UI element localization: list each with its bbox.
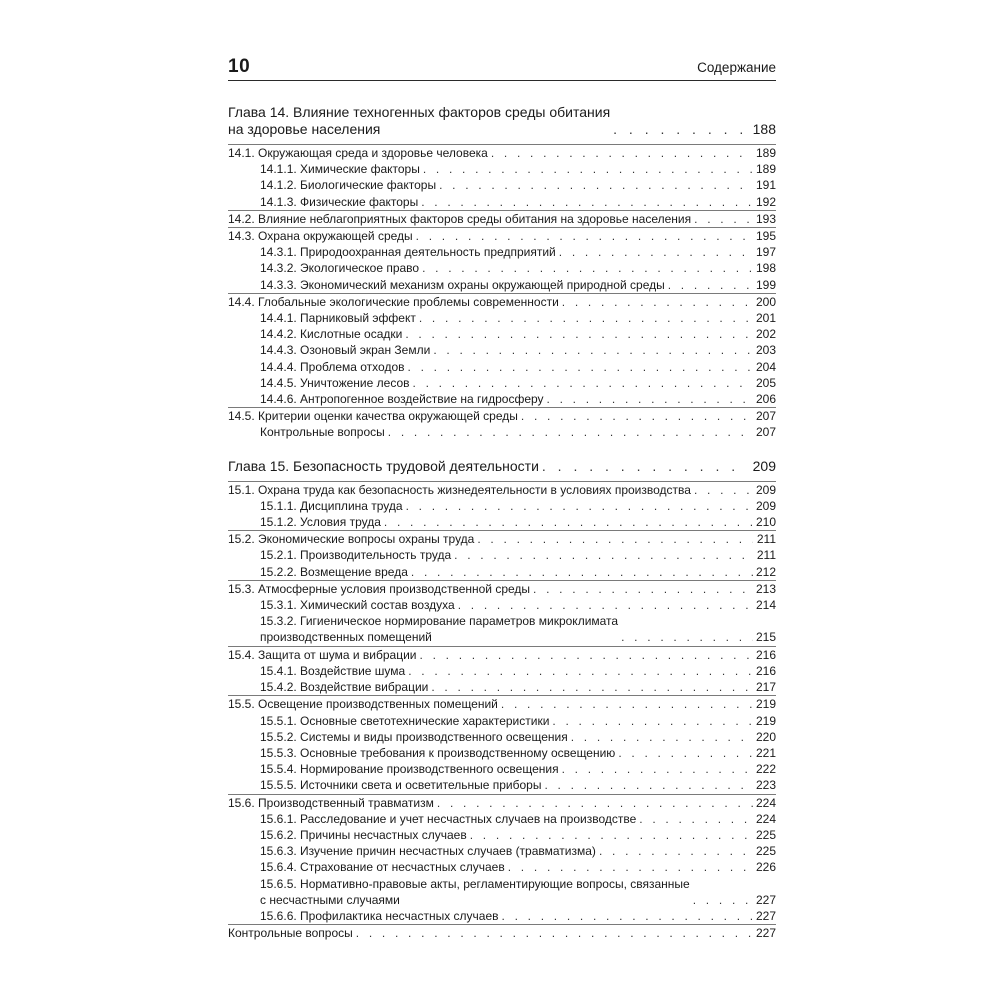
toc-subsection-15-6-2[interactable] xyxy=(228,827,776,843)
leader-dots xyxy=(433,342,753,358)
toc-entry-title: 15.5.3. Основные требования к производственному освещению xyxy=(260,745,616,760)
toc-entry-title: 14.4.5. Уничтожение лесов xyxy=(260,375,410,390)
toc-page-number: 217 xyxy=(755,680,776,695)
leader-dots xyxy=(544,777,752,793)
toc-page-number: 224 xyxy=(755,795,776,810)
toc-section-14-5[interactable] xyxy=(228,407,776,424)
leader-dots xyxy=(542,458,747,475)
toc-page-number: 225 xyxy=(755,827,776,842)
leader-dots xyxy=(419,310,753,326)
toc-section-14-3[interactable] xyxy=(228,227,776,244)
table-of-contents xyxy=(228,104,776,941)
toc-entry-title: 15.3.1. Химический состав воздуха xyxy=(260,598,455,613)
toc-entry-title: 15.5.5. Источники света и осветительные приборы xyxy=(260,778,542,793)
leader-dots xyxy=(571,729,753,745)
toc-subsection-14-4-2[interactable] xyxy=(228,326,776,342)
toc-page-number: 195 xyxy=(755,229,776,244)
toc-subsection-15-3-2[interactable] xyxy=(228,613,776,645)
toc-entry-title: 14.1.2. Биологические факторы xyxy=(260,178,437,193)
toc-page-number: 189 xyxy=(755,146,776,160)
toc-page-number: 201 xyxy=(755,311,776,326)
leader-dots xyxy=(411,564,753,580)
toc-section-15-5[interactable] xyxy=(228,695,776,712)
toc-entry-title: 14.4.4. Проблема отходов xyxy=(260,359,405,374)
leader-dots xyxy=(562,761,753,777)
toc-page-number: 219 xyxy=(755,697,776,712)
toc-page-number: 209 xyxy=(755,498,776,513)
leader-dots xyxy=(613,121,747,138)
toc-entry-title: 15.6.3. Изучение причин несчастных случаев (травматизма) xyxy=(260,844,596,859)
toc-section-15-1[interactable] xyxy=(228,481,776,498)
toc-entry-title: 15.1. Охрана труда как безопасность жизнедеятельности в условиях производства xyxy=(228,482,691,497)
toc-entry-title: 14.1.1. Химические факторы xyxy=(260,162,420,177)
leader-dots xyxy=(416,228,753,244)
page-header xyxy=(228,54,776,80)
toc-page-number: 204 xyxy=(755,359,776,374)
toc-subsection-15-2-1[interactable] xyxy=(228,547,776,563)
toc-page-number: 188 xyxy=(752,121,776,137)
toc-page-number: 210 xyxy=(755,515,776,530)
toc-subsection-14-4-1[interactable] xyxy=(228,310,776,326)
toc-section-15-4[interactable] xyxy=(228,646,776,663)
leader-dots xyxy=(694,211,753,227)
toc-entry-title: 14.4.6. Антропогенное воздействие на гидросферу xyxy=(260,392,544,407)
toc-review-questions-14[interactable] xyxy=(228,424,776,440)
leader-dots xyxy=(521,408,753,424)
toc-page-number: 209 xyxy=(755,482,776,497)
toc-page-number: 200 xyxy=(755,294,776,309)
toc-entry-title: 15.6.1. Расследование и учет несчастных случаев на производстве xyxy=(260,811,637,826)
toc-entry-title: 15.6.4. Страхование от несчастных случаев xyxy=(260,860,505,875)
toc-entry-title: 14.1.3. Физические факторы xyxy=(260,194,419,209)
toc-page-number: 207 xyxy=(755,425,776,440)
toc-entry-title: 14.3.1. Природоохранная деятельность предприятий xyxy=(260,245,556,260)
leader-dots xyxy=(408,359,753,375)
toc-page-number: 205 xyxy=(755,375,776,390)
toc-page-number: 199 xyxy=(755,277,776,292)
toc-page-number: 215 xyxy=(755,630,776,645)
toc-page-number: 222 xyxy=(755,762,776,777)
toc-subsection-15-4-2[interactable] xyxy=(228,679,776,695)
toc-subsection-15-5-2[interactable] xyxy=(228,729,776,745)
leader-dots xyxy=(458,597,753,613)
leader-dots xyxy=(694,482,753,498)
toc-page-number: 189 xyxy=(755,162,776,177)
chapter-title-line: Глава 14. Влияние техногенных факторов среды обитания xyxy=(228,104,611,120)
toc-page-number: 226 xyxy=(755,860,776,875)
leader-dots xyxy=(405,326,753,342)
leader-dots xyxy=(413,375,753,391)
toc-entry-title: 15.5.4. Нормирование производственного освещения xyxy=(260,762,559,777)
toc-entry-title: 15.5.2. Системы и виды производственного освещения xyxy=(260,729,568,744)
toc-subsection-15-6-4[interactable] xyxy=(228,859,776,875)
leader-dots xyxy=(502,908,753,924)
leader-dots xyxy=(470,827,753,843)
toc-page-number: 212 xyxy=(755,564,776,579)
header-rule xyxy=(228,80,776,81)
leader-dots xyxy=(508,859,753,875)
toc-section-14-1[interactable] xyxy=(228,144,776,161)
leader-dots xyxy=(420,647,753,663)
toc-review-questions-15[interactable] xyxy=(228,924,776,941)
leader-dots xyxy=(439,177,753,193)
toc-section-15-2[interactable] xyxy=(228,530,776,547)
toc-page-number: 209 xyxy=(752,457,776,474)
leader-dots xyxy=(693,892,753,908)
leader-dots xyxy=(639,811,753,827)
toc-subsection-14-4-5[interactable] xyxy=(228,375,776,391)
toc-page-number: 225 xyxy=(755,844,776,859)
toc-entry-title: 15.2.1. Производительность труда xyxy=(260,548,452,563)
toc-page-number: 227 xyxy=(755,926,776,941)
toc-subsection-15-5-5[interactable] xyxy=(228,777,776,793)
toc-page-number: 211 xyxy=(756,532,776,547)
leader-dots xyxy=(501,696,753,712)
toc-page-number: 221 xyxy=(755,745,776,760)
toc-entry-title: 15.5.1. Основные светотехнические характеристики xyxy=(260,713,550,728)
toc-entry-title: 15.3. Атмосферные условия производственной среды xyxy=(228,581,531,596)
toc-subsection-14-3-2[interactable] xyxy=(228,260,776,276)
toc-entry-title: 15.6.6. Профилактика несчастных случаев xyxy=(260,908,499,923)
toc-page-number: 227 xyxy=(755,908,776,923)
leader-dots xyxy=(388,424,753,440)
toc-subsection-15-5-3[interactable] xyxy=(228,745,776,761)
toc-entry-title: 14.4.3. Озоновый экран Земли xyxy=(260,343,431,358)
toc-page-number: 203 xyxy=(755,343,776,358)
toc-entry-title: 14.4.2. Кислотные осадки xyxy=(260,327,403,342)
toc-entry-title: 15.6.5. Нормативно-правовые акты, регламентирующие вопросы, связанные xyxy=(260,876,690,891)
toc-entry-title: Контрольные вопросы xyxy=(228,926,353,941)
toc-page-number: 202 xyxy=(755,327,776,342)
leader-dots xyxy=(384,514,753,530)
leader-dots xyxy=(533,581,753,597)
page-number: 10 xyxy=(228,56,251,77)
toc-entry-title: 15.2.2. Возмещение вреда xyxy=(260,564,408,579)
toc-section-15-6[interactable] xyxy=(228,794,776,811)
toc-subsection-15-5-1[interactable] xyxy=(228,713,776,729)
toc-entry-title: 14.3.3. Экономический механизм охраны окружающей природной среды xyxy=(260,277,665,292)
toc-page-number: 227 xyxy=(755,892,776,907)
toc-page-number: 197 xyxy=(755,245,776,260)
toc-page-number: 224 xyxy=(755,811,776,826)
toc-entry-title: 15.2. Экономические вопросы охраны труда xyxy=(228,532,475,547)
leader-dots xyxy=(552,713,753,729)
toc-page-number: 211 xyxy=(756,548,776,563)
leader-dots xyxy=(491,145,753,161)
toc-entry-title-cont: с несчастными случаями xyxy=(260,892,400,907)
toc-subsection-15-6-1[interactable] xyxy=(228,811,776,827)
toc-entry-title: 14.3. Охрана окружающей среды xyxy=(228,229,413,244)
leader-dots xyxy=(421,194,753,210)
toc-section-14-2[interactable] xyxy=(228,210,776,227)
toc-subsection-15-5-4[interactable] xyxy=(228,761,776,777)
toc-chapter-15[interactable] xyxy=(228,458,776,478)
toc-subsection-14-3-1[interactable] xyxy=(228,244,776,260)
leader-dots xyxy=(408,663,753,679)
toc-subsection-15-4-1[interactable] xyxy=(228,663,776,679)
toc-entry-title: 14.3.2. Экологическое право xyxy=(260,261,420,276)
toc-subsection-14-1-2[interactable] xyxy=(228,177,776,193)
toc-subsection-14-4-6[interactable] xyxy=(228,391,776,407)
toc-entry-title: 14.5. Критерии оценки качества окружающей среды xyxy=(228,409,518,424)
toc-entry-title: 15.5. Освещение производственных помещений xyxy=(228,697,498,712)
leader-dots xyxy=(599,843,753,859)
toc-section-14-4[interactable] xyxy=(228,293,776,310)
toc-page-number: 191 xyxy=(755,178,776,193)
leader-dots xyxy=(559,244,753,260)
leader-dots xyxy=(431,679,753,695)
toc-entry-title: 15.3.2. Гигиеническое нормирование параметров микроклимата xyxy=(260,614,619,629)
toc-entry-title: 15.4.1. Воздействие шума xyxy=(260,663,406,678)
toc-subsection-15-3-1[interactable] xyxy=(228,597,776,613)
toc-subsection-15-6-5[interactable] xyxy=(228,876,776,908)
toc-chapter-14[interactable] xyxy=(228,104,776,141)
toc-subsection-14-3-3[interactable] xyxy=(228,277,776,293)
running-title: Содержание xyxy=(697,60,776,75)
toc-entry-title: 15.1.2. Условия труда xyxy=(260,515,381,530)
leader-dots xyxy=(423,161,753,177)
toc-page-number: 206 xyxy=(755,392,776,407)
toc-page-number: 216 xyxy=(755,663,776,678)
toc-subsection-14-4-4[interactable] xyxy=(228,359,776,375)
chapter-title-line: на здоровье населения xyxy=(228,121,381,137)
toc-section-15-3[interactable] xyxy=(228,580,776,597)
toc-entry-title: Контрольные вопросы xyxy=(260,425,385,440)
leader-dots xyxy=(406,498,753,514)
toc-subsection-14-1-1[interactable] xyxy=(228,161,776,177)
toc-page-number: 213 xyxy=(755,581,776,596)
leader-dots xyxy=(437,795,753,811)
toc-entry-title: 14.4. Глобальные экологические проблемы современности xyxy=(228,294,559,309)
leader-dots xyxy=(547,391,753,407)
toc-page-number: 216 xyxy=(755,647,776,662)
toc-subsection-14-4-3[interactable] xyxy=(228,342,776,358)
leader-dots xyxy=(562,294,753,310)
toc-subsection-15-6-6[interactable] xyxy=(228,908,776,924)
toc-entry-title: 15.6.2. Причины несчастных случаев xyxy=(260,827,467,842)
toc-page-number: 220 xyxy=(755,729,776,744)
leader-dots xyxy=(454,547,753,563)
toc-entry-title: 14.1. Окружающая среда и здоровье человека xyxy=(228,146,488,160)
leader-dots xyxy=(621,629,753,645)
toc-page-number: 219 xyxy=(755,713,776,728)
toc-subsection-15-1-1[interactable] xyxy=(228,498,776,514)
toc-entry-title: 15.1.1. Дисциплина труда xyxy=(260,498,403,513)
toc-entry-title: 15.4. Защита от шума и вибрации xyxy=(228,647,417,662)
toc-page-number: 193 xyxy=(755,211,776,226)
toc-page-number: 207 xyxy=(755,409,776,424)
toc-entry-title: 15.4.2. Воздействие вибрации xyxy=(260,680,429,695)
toc-subsection-14-1-3[interactable] xyxy=(228,194,776,210)
toc-entry-title: 15.6. Производственный травматизм xyxy=(228,795,434,810)
toc-subsection-15-6-3[interactable] xyxy=(228,843,776,859)
toc-page-number: 198 xyxy=(755,261,776,276)
toc-entry-title-cont: производственных помещений xyxy=(260,630,432,645)
toc-entry-title: 14.2. Влияние неблагоприятных факторов среды обитания на здоровье населения xyxy=(228,211,692,226)
leader-dots xyxy=(668,277,753,293)
toc-entry-title: 14.4.1. Парниковый эффект xyxy=(260,311,416,326)
leader-dots xyxy=(477,531,753,547)
leader-dots xyxy=(356,925,753,941)
leader-dots xyxy=(422,260,753,276)
chapter-title: Глава 15. Безопасность трудовой деятельности xyxy=(228,457,539,474)
toc-page-number: 214 xyxy=(755,598,776,613)
toc-page-number: 192 xyxy=(755,194,776,209)
toc-subsection-15-1-2[interactable] xyxy=(228,514,776,530)
leader-dots xyxy=(618,745,753,761)
toc-subsection-15-2-2[interactable] xyxy=(228,564,776,580)
toc-page-number: 223 xyxy=(755,778,776,793)
